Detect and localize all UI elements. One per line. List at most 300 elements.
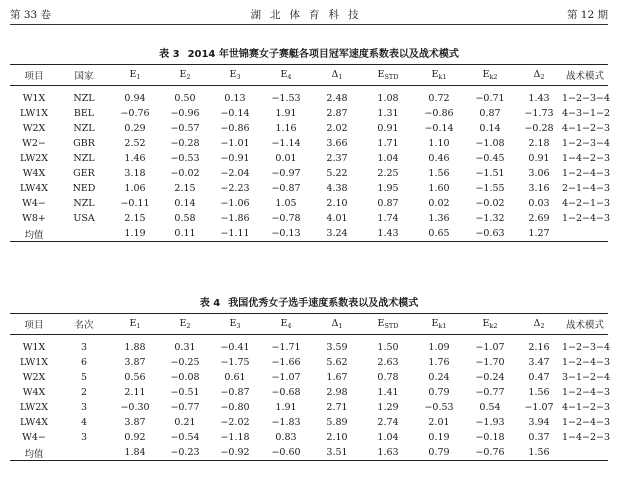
table4-header-subscript: 1: [338, 322, 343, 330]
table3-header-cell: [10, 65, 58, 86]
table3-header-cell: [260, 65, 312, 86]
journal-name: 湖北体育科技: [250, 9, 368, 21]
table4-header-cell: [414, 314, 464, 335]
table-cell: 1−2−3−4: [562, 138, 611, 149]
table-row: [10, 430, 608, 445]
table-cell: BEL: [73, 108, 95, 119]
average-cell: 0.79: [414, 445, 464, 461]
table-cell: −1.66: [271, 357, 301, 368]
table-cell: NZL: [73, 123, 95, 134]
table-cell: LW2X: [19, 402, 49, 413]
table-cell: 3.94: [528, 417, 550, 428]
table-row: [10, 86, 608, 107]
table-cell: −0.78: [271, 213, 301, 224]
table-cell: 5.89: [326, 417, 348, 428]
table-cell: 0.50: [174, 93, 196, 104]
table-cell: −1.83: [271, 417, 301, 428]
table-cell: −0.87: [220, 387, 250, 398]
table-cell: 2.16: [528, 342, 550, 353]
table-cell: −0.51: [170, 387, 200, 398]
table-cell: W4−: [22, 198, 46, 209]
table-cell: 1.67: [326, 372, 348, 383]
table4-header-text: 项目: [24, 320, 44, 331]
table4-header-cell: [10, 314, 58, 335]
table-cell: LW4X: [19, 417, 49, 428]
average-cell: −0.92: [210, 445, 260, 461]
table-cell: −1.07: [475, 342, 505, 353]
table-cell: 1−2−4−3: [562, 213, 611, 224]
table-cell: 0.24: [428, 372, 450, 383]
table4-header-subscript: k2: [489, 322, 498, 330]
table-cell: 0.01: [275, 153, 297, 164]
table-cell: 1.95: [377, 183, 399, 194]
table-cell: 0.03: [528, 198, 550, 209]
table4-header-cell: [260, 314, 312, 335]
table-cell: 2.02: [326, 123, 348, 134]
table3-header-text: 战术模式: [565, 71, 604, 82]
table-cell: 3−1−2−4: [562, 372, 611, 383]
table-row: [10, 151, 608, 166]
table-cell: 1−2−4−3: [562, 417, 611, 428]
table4-header-text: E: [431, 318, 439, 329]
table-cell: 1.50: [377, 342, 399, 353]
table4-header-subscript: 1: [136, 322, 141, 330]
table-cell: −0.41: [220, 342, 250, 353]
table-row: [10, 136, 608, 151]
table3-header-subscript: 1: [136, 73, 141, 81]
issue-label: 第 12 期: [566, 9, 608, 21]
table-cell: −0.96: [170, 108, 200, 119]
table3-header-subscript: k2: [489, 73, 498, 81]
table-cell: USA: [73, 213, 95, 224]
table-row: [10, 196, 608, 211]
table3-header-row: [10, 65, 608, 86]
table3-header-cell: [516, 65, 562, 86]
table-cell: 1.06: [124, 183, 146, 194]
table-cell: 1.56: [428, 168, 450, 179]
table-cell: −1.75: [220, 357, 250, 368]
table-cell: 0.46: [428, 153, 450, 164]
table-cell: 1.04: [377, 432, 399, 443]
table-cell: 2.15: [174, 183, 196, 194]
average-cell: −0.63: [464, 226, 516, 242]
table-cell: −1.07: [271, 372, 301, 383]
table-cell: −2.02: [220, 417, 250, 428]
average-cell: 0.65: [414, 226, 464, 242]
average-cell: −0.60: [260, 445, 312, 461]
table3-number: 表 3: [159, 49, 180, 60]
table-cell: 1.88: [124, 342, 146, 353]
table3-header-subscript: 3: [236, 73, 241, 81]
table-cell: −0.87: [271, 183, 301, 194]
table-cell: 1−2−4−3: [562, 387, 611, 398]
table-cell: 1.04: [377, 153, 399, 164]
table-cell: −0.24: [475, 372, 505, 383]
table3-header-cell: [414, 65, 464, 86]
average-cell: 1.56: [516, 445, 562, 461]
table-cell: 2.10: [326, 198, 348, 209]
table-cell: −0.86: [220, 123, 250, 134]
table-cell: W2X: [22, 372, 46, 383]
table-cell: 0.19: [428, 432, 450, 443]
table3-header-text: E: [129, 69, 137, 80]
table4-caption: [0, 294, 618, 309]
volume-label: 第 33 卷: [10, 9, 52, 21]
table4-header-cell: [110, 314, 160, 335]
table3-header-text: 国家: [74, 71, 94, 82]
table-cell: −1.07: [524, 402, 554, 413]
table-cell: −0.45: [475, 153, 505, 164]
table-cell: 1.29: [377, 402, 399, 413]
table3-header-text: E: [431, 69, 439, 80]
average-cell: [562, 226, 608, 242]
table-cell: 1−2−3−4: [562, 93, 611, 104]
table-cell: 0.79: [428, 387, 450, 398]
average-row: [10, 226, 608, 242]
average-cell: 1.63: [362, 445, 414, 461]
table-cell: 0.14: [479, 123, 501, 134]
table-cell: 2.71: [326, 402, 348, 413]
average-cell: 1.27: [516, 226, 562, 242]
table-cell: −0.53: [170, 153, 200, 164]
table4-header-cell: [516, 314, 562, 335]
table-cell: 3.87: [124, 357, 146, 368]
average-cell: 1.19: [110, 226, 160, 242]
table-cell: 2.48: [326, 93, 348, 104]
table-cell: 0.61: [224, 372, 246, 383]
table-cell: 2.98: [326, 387, 348, 398]
table4-header-text: E: [129, 318, 137, 329]
table-cell: −0.57: [170, 123, 200, 134]
table-cell: −0.54: [170, 432, 200, 443]
table-cell: −0.02: [475, 198, 505, 209]
average-row: [10, 445, 608, 461]
table-cell: 4−1−2−3: [562, 123, 611, 134]
average-cell: 均值: [10, 226, 58, 242]
table-row: [10, 415, 608, 430]
table-cell: −0.28: [524, 123, 554, 134]
table-cell: −0.91: [220, 153, 250, 164]
table-cell: 2−1−4−3: [562, 183, 611, 194]
table3-header-cell: [464, 65, 516, 86]
table-cell: 1.43: [528, 93, 550, 104]
table4-header-subscript: 2: [186, 322, 191, 330]
table-cell: 0.37: [528, 432, 550, 443]
table-cell: 2.69: [528, 213, 550, 224]
table-cell: W1X: [22, 342, 46, 353]
table-row: [10, 355, 608, 370]
table-cell: NZL: [73, 93, 95, 104]
table-cell: 6: [80, 357, 88, 368]
table3-header-cell: [562, 65, 608, 86]
table3-header-cell: [362, 65, 414, 86]
table-cell: 2.11: [124, 387, 146, 398]
table3-header-cell: [210, 65, 260, 86]
average-cell: 0.11: [160, 226, 210, 242]
table-cell: NZL: [73, 153, 95, 164]
table-cell: 0.72: [428, 93, 450, 104]
table-cell: 3.59: [326, 342, 348, 353]
table-cell: 2: [80, 387, 88, 398]
table-cell: −0.71: [475, 93, 505, 104]
table-row: [10, 106, 608, 121]
average-cell: −0.13: [260, 226, 312, 242]
table4-title: 我国优秀女子选手速度系数表以及战术模式: [228, 298, 419, 309]
table-cell: 2.37: [326, 153, 348, 164]
table3-header-text: E: [229, 69, 237, 80]
table4-header-subscript: 4: [287, 322, 292, 330]
table3-header-text: Δ: [533, 69, 541, 80]
table-cell: −1.01: [220, 138, 250, 149]
table-cell: 1−4−2−3: [562, 432, 611, 443]
table-cell: −0.14: [220, 108, 250, 119]
table-cell: −0.86: [424, 108, 454, 119]
table-cell: W4−: [22, 432, 46, 443]
table-cell: −0.76: [120, 108, 150, 119]
table3-header-subscript: 2: [540, 73, 545, 81]
table-cell: 4−3−1−2: [562, 108, 611, 119]
table-cell: 4−1−2−3: [562, 402, 611, 413]
table3-header-text: E: [179, 69, 187, 80]
table-cell: GER: [73, 168, 95, 179]
table4-header-text: E: [280, 318, 288, 329]
table-cell: 0.31: [174, 342, 196, 353]
table-cell: 0.91: [528, 153, 550, 164]
table-cell: 1.74: [377, 213, 399, 224]
table-cell: 1.60: [428, 183, 450, 194]
table-cell: 3.87: [124, 417, 146, 428]
average-cell: [562, 445, 608, 461]
table-cell: 2.18: [528, 138, 550, 149]
table-cell: 3.47: [528, 357, 550, 368]
table-cell: W1X: [22, 93, 46, 104]
table-cell: 3.06: [528, 168, 550, 179]
table-cell: −1.70: [475, 357, 505, 368]
table-row: [10, 335, 608, 356]
table-cell: 3: [80, 342, 88, 353]
table-cell: 1.05: [275, 198, 297, 209]
table4-header-subscript: 2: [540, 322, 545, 330]
table-cell: W4X: [22, 387, 46, 398]
table-cell: −1.86: [220, 213, 250, 224]
table-cell: 2.87: [326, 108, 348, 119]
table-cell: 2.25: [377, 168, 399, 179]
table-cell: 3: [80, 402, 88, 413]
table4-header-cell: [362, 314, 414, 335]
table-cell: 0.54: [479, 402, 501, 413]
table-cell: 3.16: [528, 183, 550, 194]
table-cell: −0.97: [271, 168, 301, 179]
average-cell: 1.84: [110, 445, 160, 461]
table-cell: W2X: [22, 123, 46, 134]
table-cell: 1.41: [377, 387, 399, 398]
table-cell: −0.18: [475, 432, 505, 443]
table3-header-text: E: [280, 69, 288, 80]
table-cell: W8+: [22, 213, 46, 224]
table-cell: 5.62: [326, 357, 348, 368]
average-cell: −0.76: [464, 445, 516, 461]
average-cell: [58, 445, 110, 461]
table3-caption: [0, 45, 618, 60]
table-cell: 0.58: [174, 213, 196, 224]
table-cell: 0.14: [174, 198, 196, 209]
table-cell: W2−: [22, 138, 46, 149]
table4-number: 表 4: [199, 298, 221, 309]
table-cell: 2.74: [377, 417, 399, 428]
table-cell: 0.92: [124, 432, 146, 443]
average-cell: −0.23: [160, 445, 210, 461]
table-cell: 1.31: [377, 108, 399, 119]
table-cell: −1.08: [475, 138, 505, 149]
table3-header-subscript: STD: [384, 73, 399, 81]
table-cell: 4.01: [326, 213, 348, 224]
table4-header-subscript: STD: [384, 322, 399, 330]
table-cell: 0.94: [124, 93, 146, 104]
table4-header-text: E: [377, 318, 385, 329]
table-cell: 5.22: [326, 168, 348, 179]
table-row: [10, 166, 608, 181]
table-cell: 1.56: [528, 387, 550, 398]
table-cell: 0.87: [479, 108, 501, 119]
table-cell: 1−2−4−3: [562, 357, 611, 368]
table-cell: −0.68: [271, 387, 301, 398]
table4-header-text: E: [179, 318, 187, 329]
table4-header-cell: [160, 314, 210, 335]
table3-header-text: Δ: [331, 69, 339, 80]
table-cell: 1.09: [428, 342, 450, 353]
table-row: [10, 385, 608, 400]
table4: [10, 313, 611, 461]
table3-header-subscript: 1: [338, 73, 343, 81]
table3-header-subscript: 2: [186, 73, 191, 81]
table-cell: 1.10: [428, 138, 450, 149]
table-cell: LW4X: [19, 183, 49, 194]
table-cell: 0.78: [377, 372, 399, 383]
table4-header-subscript: 3: [236, 322, 241, 330]
table-cell: 0.29: [124, 123, 146, 134]
average-cell: 1.43: [362, 226, 414, 242]
table-cell: 3: [80, 432, 88, 443]
average-cell: −1.11: [210, 226, 260, 242]
average-cell: 3.51: [312, 445, 362, 461]
table4-header-cell: [464, 314, 516, 335]
table-cell: −2.04: [220, 168, 250, 179]
table-cell: 3.66: [326, 138, 348, 149]
table-cell: 1.76: [428, 357, 450, 368]
table3-header-text: E: [377, 69, 385, 80]
table-cell: GBR: [73, 138, 95, 149]
table-cell: NZL: [73, 198, 95, 209]
table-cell: −1.51: [475, 168, 505, 179]
table-cell: 1−2−3−4: [562, 342, 611, 353]
table-cell: −0.11: [120, 198, 150, 209]
table4-header-text: Δ: [331, 318, 339, 329]
table-cell: −1.14: [271, 138, 301, 149]
table-cell: W4X: [22, 168, 46, 179]
table-row: [10, 400, 608, 415]
table-cell: 4−2−1−3: [562, 198, 611, 209]
table3-header-text: E: [482, 69, 490, 80]
table-cell: 1.91: [275, 108, 297, 119]
table-cell: −0.14: [424, 123, 454, 134]
table-cell: 0.83: [275, 432, 297, 443]
table-cell: 2.63: [377, 357, 399, 368]
average-cell: 3.24: [312, 226, 362, 242]
table-cell: LW1X: [19, 108, 49, 119]
table4-header-cell: [562, 314, 608, 335]
table-cell: 0.02: [428, 198, 450, 209]
table-cell: −0.02: [170, 168, 200, 179]
table3-header-cell: [160, 65, 210, 86]
table-cell: −0.30: [120, 402, 150, 413]
table4-header-text: E: [229, 318, 237, 329]
table-cell: 2.15: [124, 213, 146, 224]
table-cell: 4.38: [326, 183, 348, 194]
table-cell: 4: [80, 417, 88, 428]
table4-header-row: [10, 314, 608, 335]
table-cell: 2.52: [124, 138, 146, 149]
table-cell: −0.53: [424, 402, 454, 413]
table-cell: 0.47: [528, 372, 550, 383]
table-cell: 3.18: [124, 168, 146, 179]
table-cell: 2.01: [428, 417, 450, 428]
table-cell: 1−2−4−3: [562, 168, 611, 179]
table-cell: −2.23: [220, 183, 250, 194]
table-cell: 1.71: [377, 138, 399, 149]
table-cell: −1.93: [475, 417, 505, 428]
table-cell: 1−4−2−3: [562, 153, 611, 164]
table4-header-text: Δ: [533, 318, 541, 329]
table3-header-cell: [58, 65, 110, 86]
table-row: [10, 181, 608, 196]
table3-header-subscript: 4: [287, 73, 292, 81]
table4-header-cell: [58, 314, 110, 335]
table-row: [10, 370, 608, 385]
table-cell: 0.56: [124, 372, 146, 383]
table-cell: −0.77: [475, 387, 505, 398]
table-cell: LW2X: [19, 153, 49, 164]
table-cell: 0.87: [377, 198, 399, 209]
table4-header-cell: [210, 314, 260, 335]
table4-header-subscript: k1: [438, 322, 447, 330]
table-cell: 1.46: [124, 153, 146, 164]
average-cell: 均值: [10, 445, 58, 461]
table-cell: 1.16: [275, 123, 297, 134]
table-cell: 1.91: [275, 402, 297, 413]
table-cell: LW1X: [19, 357, 49, 368]
table-cell: −1.06: [220, 198, 250, 209]
table3-title: 2014 年世锦赛女子赛艇各项目冠军速度系数表以及战术模式: [187, 49, 459, 60]
table-cell: −1.32: [475, 213, 505, 224]
table4-header-text: E: [482, 318, 490, 329]
table3-header-cell: [110, 65, 160, 86]
table-cell: −0.28: [170, 138, 200, 149]
table-cell: −1.55: [475, 183, 505, 194]
table3-header-subscript: k1: [438, 73, 447, 81]
table-cell: 0.21: [174, 417, 196, 428]
table-cell: −0.08: [170, 372, 200, 383]
average-cell: [58, 226, 110, 242]
table-cell: 5: [80, 372, 88, 383]
table4-header-cell: [312, 314, 362, 335]
table-cell: −1.53: [271, 93, 301, 104]
table-cell: 2.10: [326, 432, 348, 443]
table4-header-text: 名次: [74, 320, 94, 331]
running-header: [10, 6, 608, 25]
table-cell: −1.71: [271, 342, 301, 353]
table-cell: −0.77: [170, 402, 200, 413]
table-cell: 1.36: [428, 213, 450, 224]
